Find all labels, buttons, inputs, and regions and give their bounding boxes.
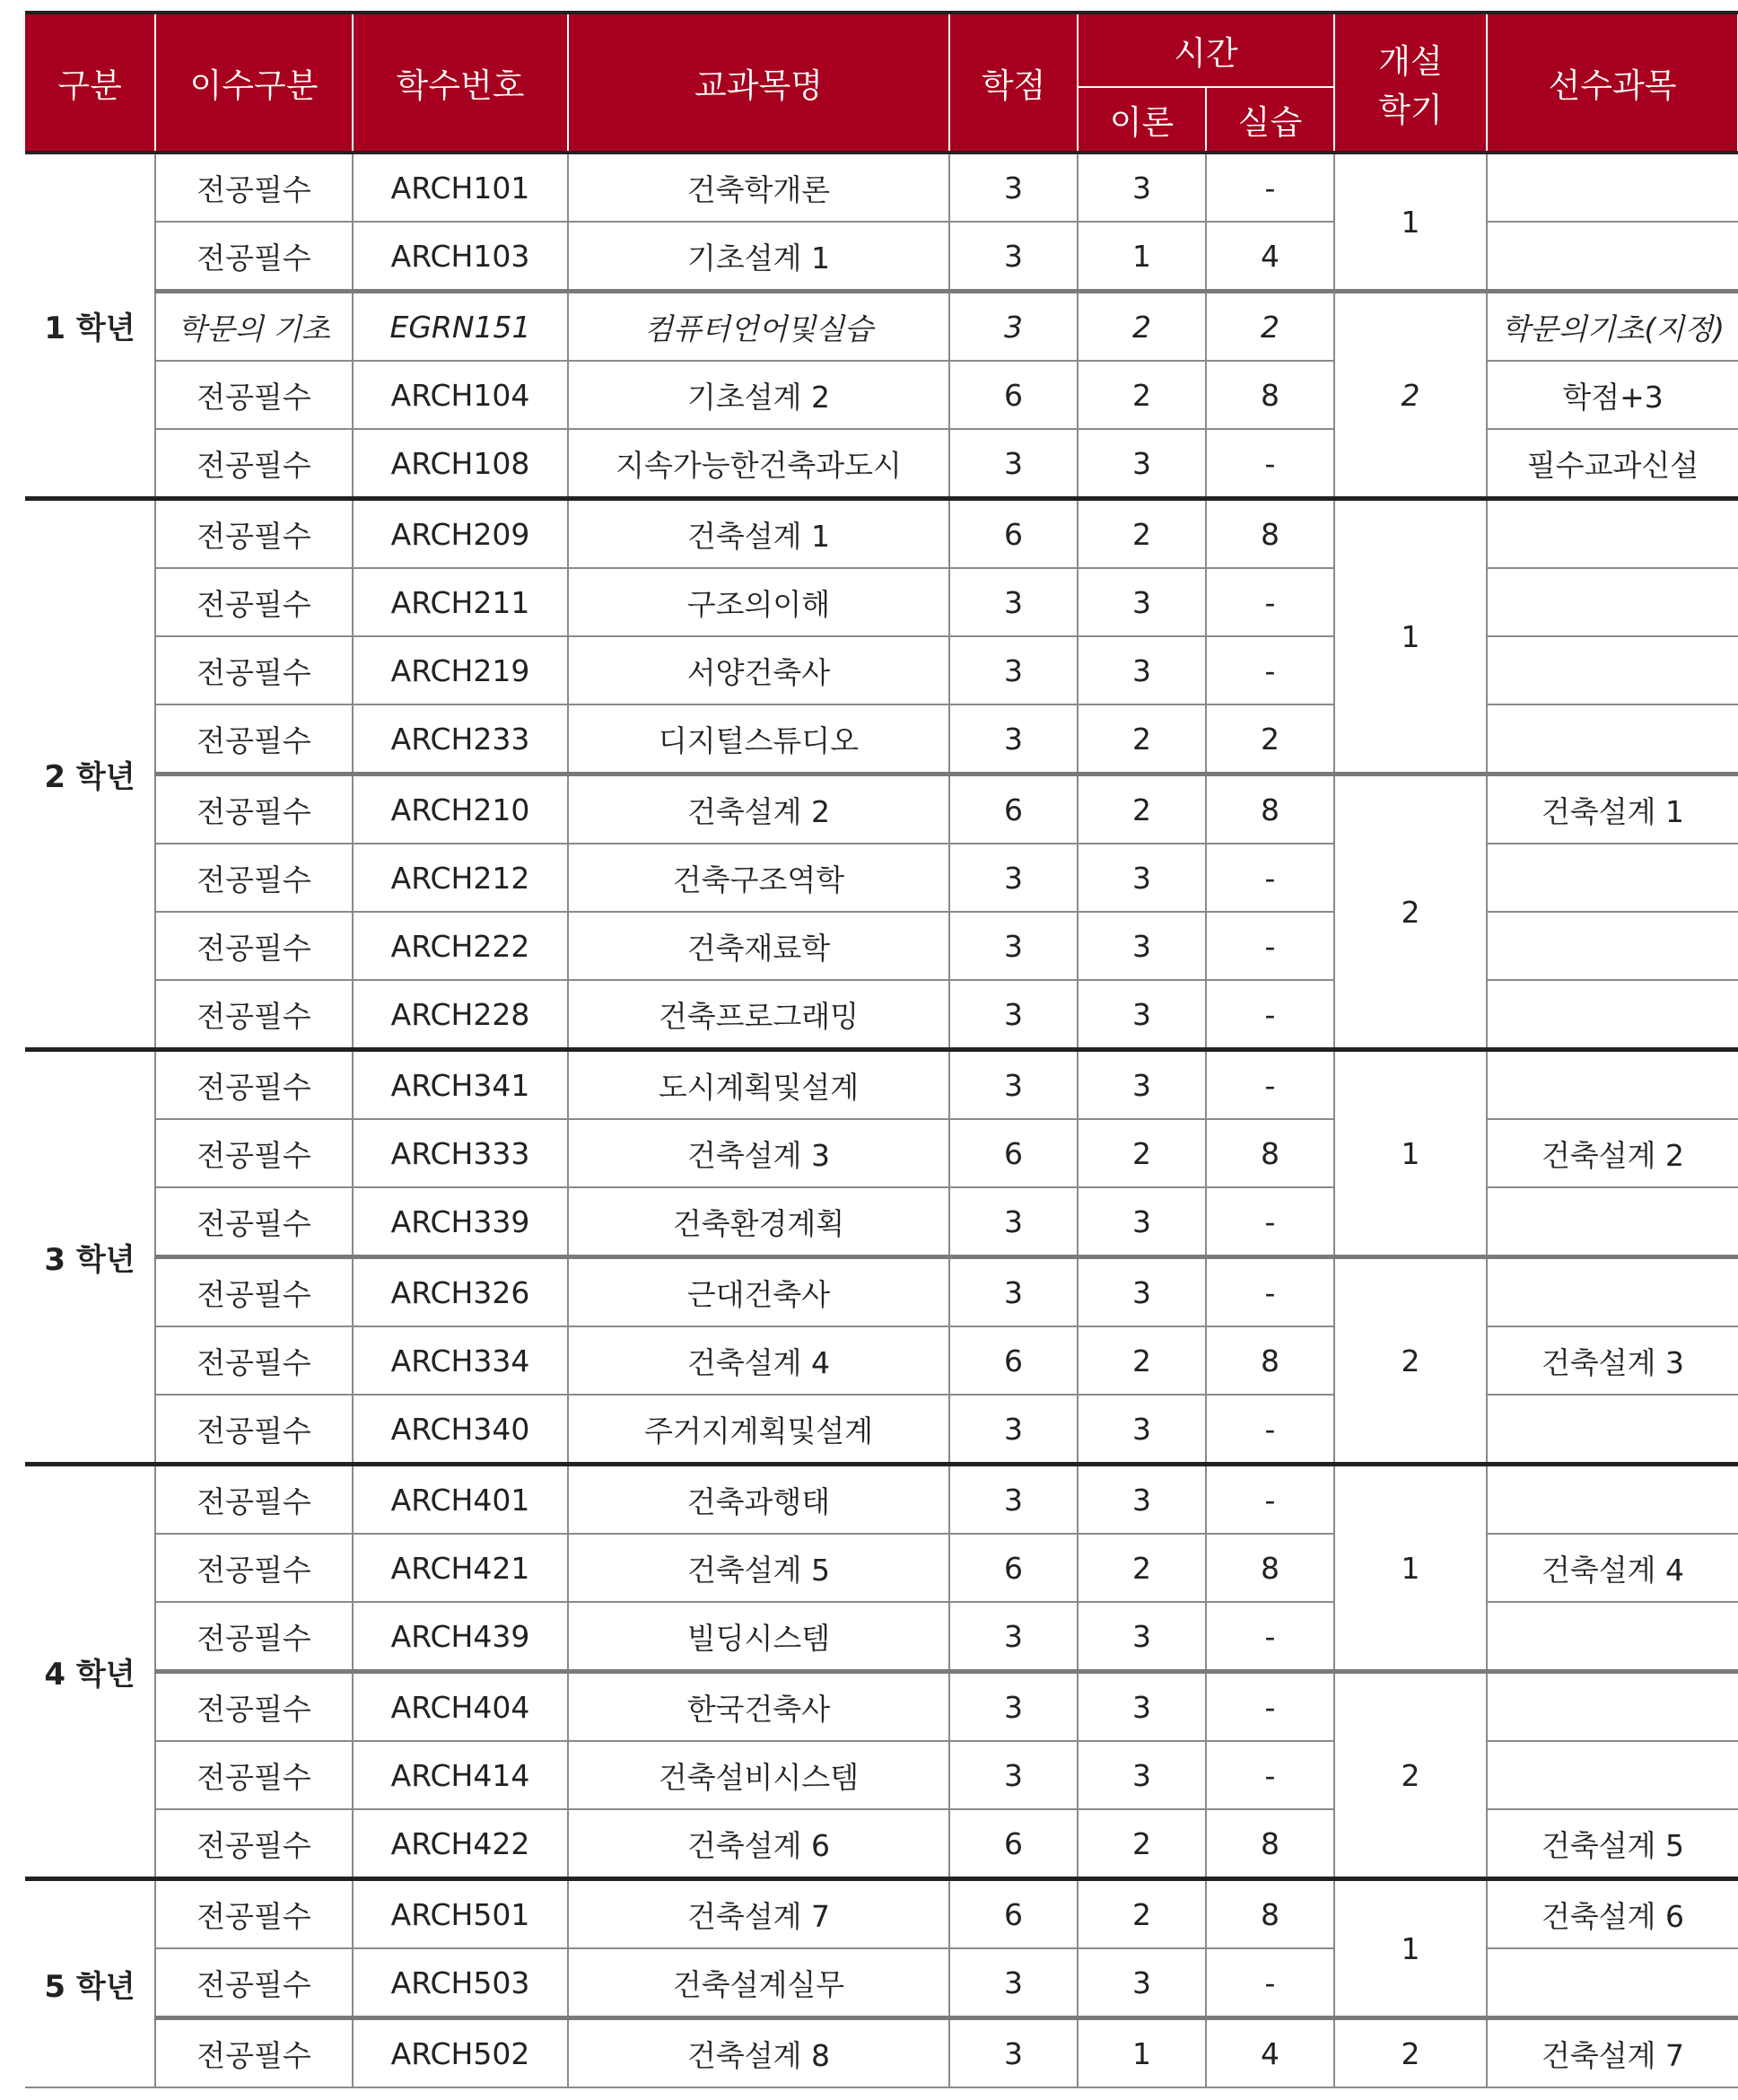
course-prerequisite [1487, 1465, 1738, 1535]
course-prerequisite: 건축설계 7 [1487, 2018, 1738, 2088]
course-prerequisite: 필수교과신설 [1487, 429, 1738, 499]
course-type: 전공필수 [155, 1534, 353, 1602]
course-code: ARCH414 [353, 1741, 568, 1809]
course-code: ARCH422 [353, 1809, 568, 1879]
course-practice-hours: 8 [1206, 774, 1334, 844]
course-theory-hours: 3 [1078, 844, 1206, 912]
course-code: ARCH401 [353, 1465, 568, 1535]
course-credits: 6 [949, 1879, 1078, 1949]
table-row [25, 1465, 1738, 1535]
course-prerequisite [1487, 704, 1738, 774]
course-theory-hours: 3 [1078, 1672, 1206, 1742]
semester-label: 2 [1334, 2018, 1487, 2088]
semester-label: 1 [1334, 1050, 1487, 1257]
course-theory-hours: 2 [1078, 499, 1206, 569]
course-name: 건축설계 2 [568, 774, 949, 844]
semester-label: 1 [1334, 499, 1487, 774]
course-theory-hours: 3 [1078, 636, 1206, 704]
course-credits: 3 [949, 153, 1078, 222]
course-credits: 3 [949, 222, 1078, 292]
course-credits: 6 [949, 774, 1078, 844]
course-type: 전공필수 [155, 1672, 353, 1742]
table-header [25, 13, 1738, 153]
course-type: 전공필수 [155, 1879, 353, 1949]
course-credits: 3 [949, 2018, 1078, 2088]
course-name: 도시계획및설계 [568, 1050, 949, 1120]
table-row [25, 499, 1738, 569]
course-type: 전공필수 [155, 222, 353, 292]
table-row [25, 774, 1738, 844]
curriculum-table [25, 11, 1738, 2088]
course-code: ARCH341 [353, 1050, 568, 1120]
course-name: 컴퓨터언어및실습 [568, 292, 949, 362]
course-credits: 3 [949, 636, 1078, 704]
course-practice-hours: - [1206, 1050, 1334, 1120]
course-practice-hours: - [1206, 912, 1334, 980]
course-prerequisite [1487, 1672, 1738, 1742]
course-credits: 3 [949, 980, 1078, 1050]
course-name: 구조의이해 [568, 568, 949, 636]
header-course-type: 이수구분 [155, 13, 353, 153]
course-practice-hours: - [1206, 568, 1334, 636]
course-practice-hours: 8 [1206, 1326, 1334, 1395]
course-practice-hours: - [1206, 1741, 1334, 1809]
year-label: 4 학년 [25, 1465, 155, 1879]
course-code: ARCH101 [353, 153, 568, 222]
course-name: 건축재료학 [568, 912, 949, 980]
year-label: 5 학년 [25, 1879, 155, 2088]
course-practice-hours: 4 [1206, 222, 1334, 292]
table-row [25, 1050, 1738, 1120]
course-prerequisite: 건축설계 1 [1487, 774, 1738, 844]
course-type: 전공필수 [155, 568, 353, 636]
year-label: 3 학년 [25, 1050, 155, 1465]
course-name: 건축설계 4 [568, 1326, 949, 1395]
course-name: 건축프로그래밍 [568, 980, 949, 1050]
course-code: ARCH219 [353, 636, 568, 704]
course-practice-hours: 4 [1206, 2018, 1334, 2088]
course-prerequisite: 학문의기초(지정) [1487, 292, 1738, 362]
course-code: ARCH233 [353, 704, 568, 774]
course-theory-hours: 3 [1078, 1050, 1206, 1120]
course-type: 전공필수 [155, 361, 353, 429]
course-type: 전공필수 [155, 499, 353, 569]
course-type: 전공필수 [155, 429, 353, 499]
year-label: 1 학년 [25, 153, 155, 499]
course-prerequisite [1487, 636, 1738, 704]
course-code: ARCH502 [353, 2018, 568, 2088]
course-name: 건축설계 6 [568, 1809, 949, 1879]
table-row [25, 1879, 1738, 1949]
course-credits: 3 [949, 704, 1078, 774]
course-type: 전공필수 [155, 1050, 353, 1120]
course-code: ARCH404 [353, 1672, 568, 1742]
course-theory-hours: 3 [1078, 429, 1206, 499]
course-practice-hours: 8 [1206, 1809, 1334, 1879]
course-prerequisite [1487, 1395, 1738, 1465]
course-prerequisite [1487, 153, 1738, 222]
course-theory-hours: 3 [1078, 1395, 1206, 1465]
course-practice-hours: 8 [1206, 1119, 1334, 1187]
header-theory: 이론 [1078, 87, 1206, 153]
table-row [25, 1672, 1738, 1742]
course-code: ARCH209 [353, 499, 568, 569]
semester-label: 2 [1334, 292, 1487, 499]
course-name: 건축설계 8 [568, 2018, 949, 2088]
course-practice-hours: - [1206, 1672, 1334, 1742]
course-theory-hours: 1 [1078, 222, 1206, 292]
course-code: ARCH339 [353, 1187, 568, 1257]
course-code: ARCH222 [353, 912, 568, 980]
course-code: ARCH439 [353, 1602, 568, 1672]
course-prerequisite [1487, 1948, 1738, 2018]
header-course-name: 교과목명 [568, 13, 949, 153]
semester-label: 2 [1334, 1257, 1487, 1465]
course-name: 건축설비시스템 [568, 1741, 949, 1809]
course-prerequisite [1487, 568, 1738, 636]
course-prerequisite [1487, 499, 1738, 569]
course-prerequisite [1487, 912, 1738, 980]
course-type: 전공필수 [155, 1465, 353, 1535]
course-prerequisite: 학점+3 [1487, 361, 1738, 429]
course-name: 건축과행태 [568, 1465, 949, 1535]
semester-label: 1 [1334, 1465, 1487, 1672]
course-type: 전공필수 [155, 2018, 353, 2088]
course-name: 기초설계 1 [568, 222, 949, 292]
course-practice-hours: 2 [1206, 704, 1334, 774]
course-practice-hours: - [1206, 1465, 1334, 1535]
course-practice-hours: - [1206, 980, 1334, 1050]
course-code: ARCH104 [353, 361, 568, 429]
table-row [25, 292, 1738, 362]
course-credits: 3 [949, 1602, 1078, 1672]
header-practice: 실습 [1206, 87, 1334, 153]
header-semester-line2: 학기 [1378, 91, 1443, 129]
header-group: 구분 [25, 13, 155, 153]
course-name: 건축설계 1 [568, 499, 949, 569]
course-type: 학문의 기초 [155, 292, 353, 362]
course-practice-hours: - [1206, 153, 1334, 222]
course-type: 전공필수 [155, 153, 353, 222]
course-type: 전공필수 [155, 1326, 353, 1395]
course-practice-hours: 8 [1206, 1879, 1334, 1949]
course-type: 전공필수 [155, 1257, 353, 1327]
course-theory-hours: 3 [1078, 1741, 1206, 1809]
course-theory-hours: 3 [1078, 1187, 1206, 1257]
course-credits: 3 [949, 1050, 1078, 1120]
course-credits: 3 [949, 1465, 1078, 1535]
course-practice-hours: - [1206, 1602, 1334, 1672]
semester-label: 2 [1334, 1672, 1487, 1879]
course-type: 전공필수 [155, 1187, 353, 1257]
course-theory-hours: 3 [1078, 1465, 1206, 1535]
course-type: 전공필수 [155, 1809, 353, 1879]
course-credits: 6 [949, 1534, 1078, 1602]
course-credits: 3 [949, 1741, 1078, 1809]
course-type: 전공필수 [155, 1741, 353, 1809]
course-credits: 3 [949, 844, 1078, 912]
course-code: ARCH228 [353, 980, 568, 1050]
course-prerequisite: 건축설계 6 [1487, 1879, 1738, 1949]
course-credits: 6 [949, 361, 1078, 429]
course-prerequisite [1487, 1050, 1738, 1120]
course-theory-hours: 2 [1078, 1809, 1206, 1879]
course-prerequisite: 건축설계 2 [1487, 1119, 1738, 1187]
course-type: 전공필수 [155, 1602, 353, 1672]
course-code: ARCH503 [353, 1948, 568, 2018]
table-body [25, 153, 1738, 2087]
course-prerequisite [1487, 1257, 1738, 1327]
semester-label: 1 [1334, 153, 1487, 292]
course-practice-hours: 8 [1206, 361, 1334, 429]
course-practice-hours: - [1206, 1257, 1334, 1327]
course-credits: 6 [949, 1326, 1078, 1395]
table-row [25, 2018, 1738, 2088]
course-prerequisite [1487, 1187, 1738, 1257]
course-practice-hours: - [1206, 1187, 1334, 1257]
course-code: EGRN151 [353, 292, 568, 362]
course-practice-hours: 2 [1206, 292, 1334, 362]
semester-label: 1 [1334, 1879, 1487, 2018]
course-credits: 3 [949, 292, 1078, 362]
year-label: 2 학년 [25, 499, 155, 1050]
course-type: 전공필수 [155, 1119, 353, 1187]
table-row [25, 153, 1738, 222]
course-theory-hours: 3 [1078, 912, 1206, 980]
course-type: 전공필수 [155, 844, 353, 912]
course-prerequisite [1487, 1741, 1738, 1809]
course-code: ARCH421 [353, 1534, 568, 1602]
course-credits: 3 [949, 1948, 1078, 2018]
course-prerequisite [1487, 1602, 1738, 1672]
course-practice-hours: 8 [1206, 1534, 1334, 1602]
header-prerequisite: 선수과목 [1487, 13, 1738, 153]
course-code: ARCH210 [353, 774, 568, 844]
course-credits: 6 [949, 499, 1078, 569]
table-row [25, 1257, 1738, 1327]
course-name: 빌딩시스템 [568, 1602, 949, 1672]
header-semester-line1: 개설 [1378, 42, 1443, 81]
course-theory-hours: 3 [1078, 980, 1206, 1050]
course-type: 전공필수 [155, 912, 353, 980]
course-code: ARCH334 [353, 1326, 568, 1395]
header-course-code: 학수번호 [353, 13, 568, 153]
course-name: 건축설계 7 [568, 1879, 949, 1949]
course-prerequisite: 건축설계 3 [1487, 1326, 1738, 1395]
course-name: 근대건축사 [568, 1257, 949, 1327]
course-credits: 6 [949, 1119, 1078, 1187]
course-name: 기초설계 2 [568, 361, 949, 429]
course-type: 전공필수 [155, 774, 353, 844]
course-theory-hours: 3 [1078, 1602, 1206, 1672]
course-practice-hours: 8 [1206, 499, 1334, 569]
course-name: 지속가능한건축과도시 [568, 429, 949, 499]
course-theory-hours: 2 [1078, 704, 1206, 774]
course-theory-hours: 3 [1078, 1257, 1206, 1327]
course-name: 건축설계실무 [568, 1948, 949, 2018]
course-theory-hours: 2 [1078, 361, 1206, 429]
header-hours: 시간 [1078, 13, 1334, 87]
course-practice-hours: - [1206, 844, 1334, 912]
course-prerequisite [1487, 222, 1738, 292]
course-name: 한국건축사 [568, 1672, 949, 1742]
course-theory-hours: 3 [1078, 153, 1206, 222]
course-name: 건축구조역학 [568, 844, 949, 912]
course-theory-hours: 1 [1078, 2018, 1206, 2088]
course-type: 전공필수 [155, 636, 353, 704]
course-name: 건축학개론 [568, 153, 949, 222]
course-practice-hours: - [1206, 429, 1334, 499]
course-theory-hours: 2 [1078, 1879, 1206, 1949]
course-credits: 3 [949, 1257, 1078, 1327]
course-credits: 3 [949, 1395, 1078, 1465]
course-practice-hours: - [1206, 1948, 1334, 2018]
course-prerequisite: 건축설계 4 [1487, 1534, 1738, 1602]
course-name: 주거지계획및설계 [568, 1395, 949, 1465]
course-code: ARCH211 [353, 568, 568, 636]
course-type: 전공필수 [155, 980, 353, 1050]
course-name: 건축환경계획 [568, 1187, 949, 1257]
course-credits: 3 [949, 1187, 1078, 1257]
course-theory-hours: 3 [1078, 568, 1206, 636]
course-code: ARCH212 [353, 844, 568, 912]
course-theory-hours: 2 [1078, 1119, 1206, 1187]
course-theory-hours: 2 [1078, 774, 1206, 844]
course-theory-hours: 2 [1078, 1534, 1206, 1602]
course-practice-hours: - [1206, 636, 1334, 704]
course-name: 건축설계 5 [568, 1534, 949, 1602]
course-prerequisite: 건축설계 5 [1487, 1809, 1738, 1879]
course-name: 건축설계 3 [568, 1119, 949, 1187]
course-code: ARCH326 [353, 1257, 568, 1327]
course-theory-hours: 2 [1078, 292, 1206, 362]
course-credits: 3 [949, 912, 1078, 980]
course-name: 디지털스튜디오 [568, 704, 949, 774]
header-semester [1334, 13, 1487, 153]
course-theory-hours: 3 [1078, 1948, 1206, 2018]
course-credits: 3 [949, 568, 1078, 636]
course-name: 서양건축사 [568, 636, 949, 704]
curriculum-table-container [25, 11, 1738, 2088]
course-code: ARCH333 [353, 1119, 568, 1187]
course-type: 전공필수 [155, 1395, 353, 1465]
course-theory-hours: 2 [1078, 1326, 1206, 1395]
course-credits: 3 [949, 1672, 1078, 1742]
course-prerequisite [1487, 980, 1738, 1050]
course-code: ARCH108 [353, 429, 568, 499]
course-type: 전공필수 [155, 1948, 353, 2018]
course-credits: 3 [949, 429, 1078, 499]
course-code: ARCH340 [353, 1395, 568, 1465]
course-code: ARCH103 [353, 222, 568, 292]
header-credits: 학점 [949, 13, 1078, 153]
course-code: ARCH501 [353, 1879, 568, 1949]
course-prerequisite [1487, 844, 1738, 912]
semester-label: 2 [1334, 774, 1487, 1050]
course-type: 전공필수 [155, 704, 353, 774]
course-practice-hours: - [1206, 1395, 1334, 1465]
course-credits: 6 [949, 1809, 1078, 1879]
